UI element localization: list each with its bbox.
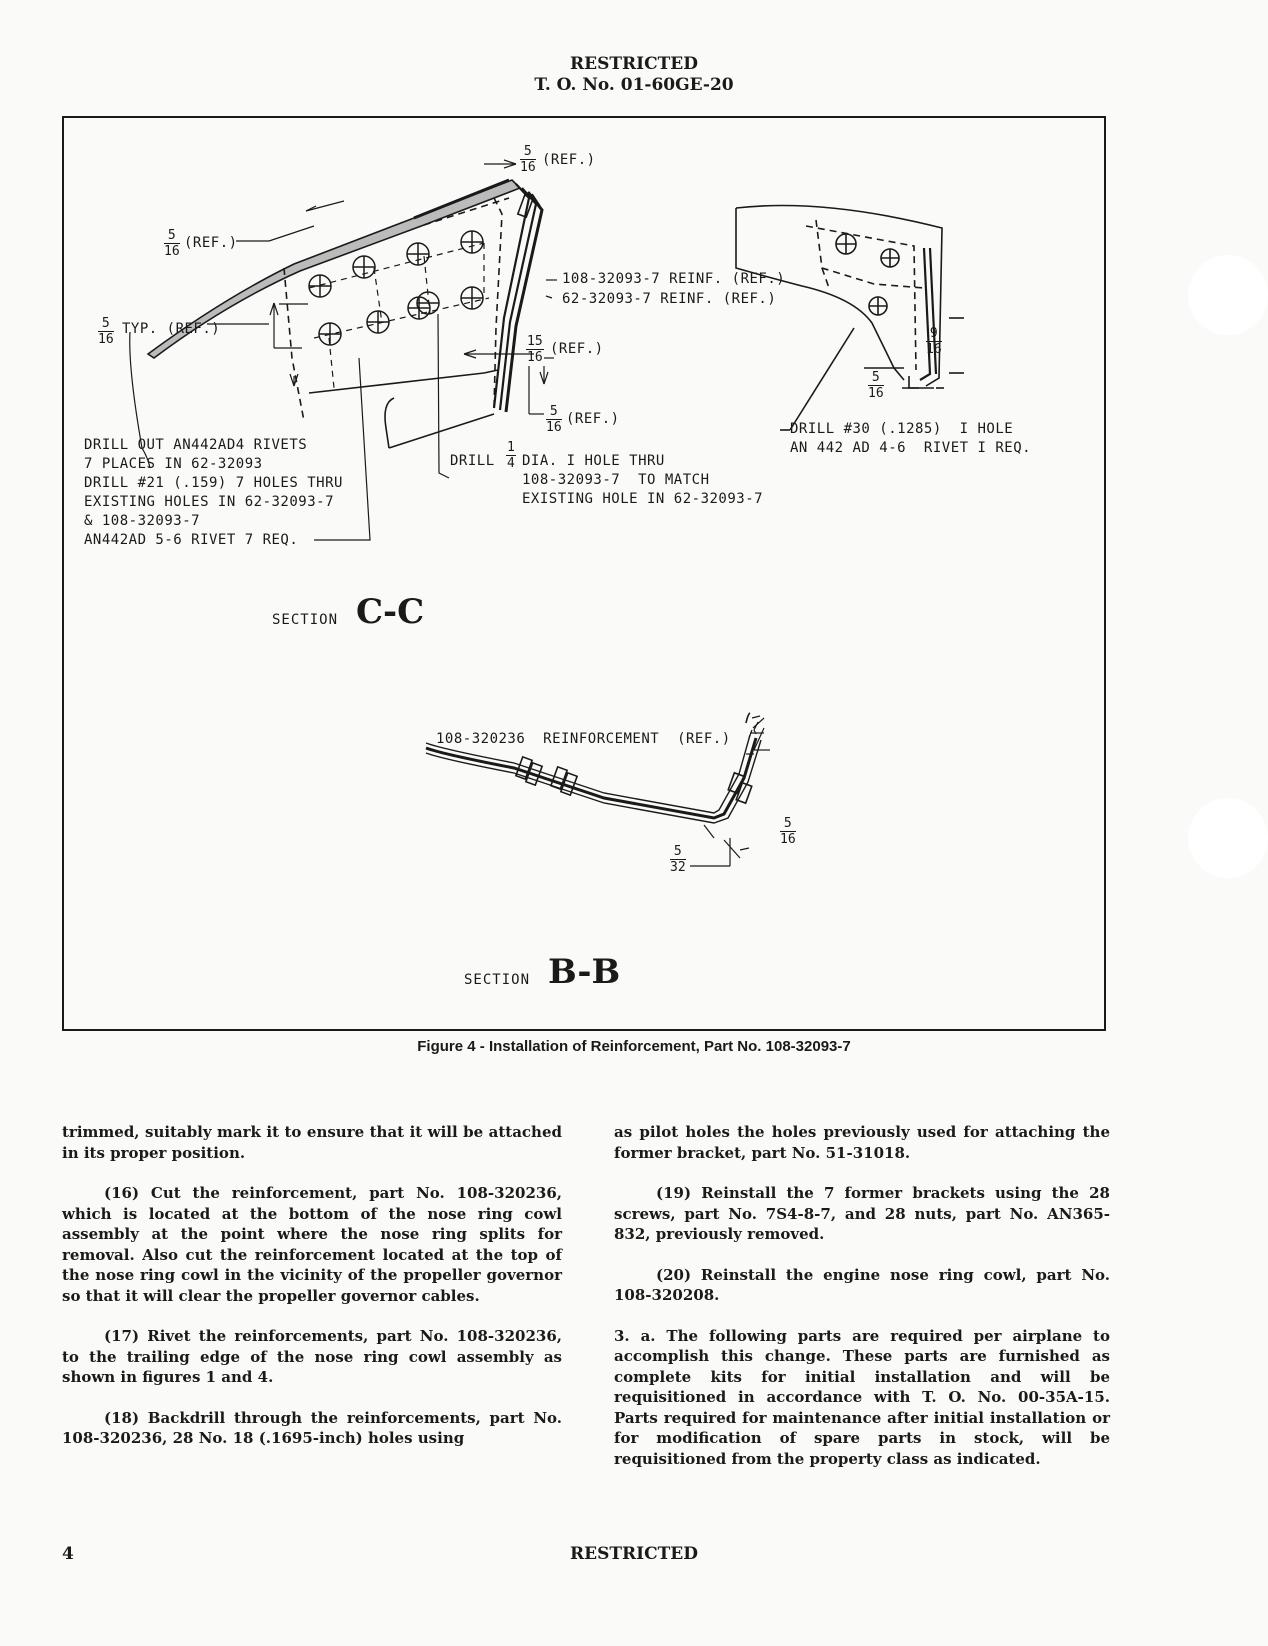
figure-4-frame xyxy=(62,116,1106,1031)
paragraph-continuation: trimmed, suitably mark it to ensure that it will be attached in its proper position. xyxy=(62,1123,562,1162)
figure-4-drawing xyxy=(64,118,1104,1029)
note-drill-30: DRILL #30 (.1285) I HOLE AN 442 AD 4-6 RIVET I REQ. xyxy=(790,421,1032,456)
dim-ref-lower: (REF.) xyxy=(566,411,620,427)
dim-5-16-bb: $\frac{5}{16}$ xyxy=(780,816,796,847)
dim-typ-ref: TYP. (REF.) xyxy=(122,321,221,337)
dim-5-32: $\frac{5}{32}$ xyxy=(670,844,686,875)
page-header xyxy=(0,54,1268,96)
paragraph-16: (16) Cut the reinforcement, part No. 108-320236, which is located at the bottom of the nose ring cowl assembly at the point where the nose ring splits for removal. Also cut the reinforcement located at the top of the nose ring cowl in the vicinity of the propeller governor so that it will clear the propeller governor cables. xyxy=(62,1184,562,1305)
footer-restricted: RESTRICTED xyxy=(570,1544,698,1564)
paragraph-17: (17) Rivet the reinforcements, part No. 108-320236, to the trailing edge of the nose ring cowl assembly as shown in figures 1 and 4. xyxy=(62,1327,562,1386)
dim-9-16: $\frac{9}{16}$ xyxy=(926,326,942,357)
page-number: 4 xyxy=(62,1544,74,1564)
dim-5-16-top: $\frac{5}{16}$ xyxy=(520,144,536,175)
label-reinf-108-32093-7: 108-32093-7 REINF. (REF.) xyxy=(562,271,786,287)
note-drill-quarter-hole: DIA. I HOLE THRU 108-32093-7 TO MATCH EXISTING HOLE IN 62-32093-7 xyxy=(522,453,764,507)
label-reinforcement-108-320236: 108-320236 REINFORCEMENT (REF.) xyxy=(436,731,731,747)
section-bb-word: SECTION xyxy=(464,972,531,988)
label-reinf-62-32093-7: 62-32093-7 REINF. (REF.) xyxy=(562,291,777,307)
header-restricted: RESTRICTED xyxy=(570,54,698,74)
dim-5-16-detail: $\frac{5}{16}$ xyxy=(868,370,884,401)
paragraph-18: (18) Backdrill through the reinforcements, part No. 108-320236, 28 No. 18 (.1695-inch) holes using xyxy=(62,1408,562,1447)
dim-15-16: $\frac{15}{16}$ xyxy=(527,334,543,365)
binder-punch-hole xyxy=(1188,798,1268,878)
header-to-number: T. O. No. 01-60GE-20 xyxy=(534,75,734,95)
section-cc-word: SECTION xyxy=(272,612,339,628)
paragraph-19: (19) Reinstall the 7 former brackets using the 28 screws, part No. 7S4-8-7, and 28 nuts, part No. AN365-832, previously removed. xyxy=(614,1184,1110,1243)
dim-ref-top-right: (REF.) xyxy=(542,152,596,168)
dim-5-16-typ: $\frac{5}{16}$ xyxy=(98,316,114,347)
section-cc-detail-view xyxy=(736,206,964,431)
note-drill-out-rivets: DRILL OUT AN442AD4 RIVETS 7 PLACES IN 62-32093 DRILL #21 (.159) 7 HOLES THRU EXISTING HOLES IN 62-32093-7 & 108-32093-7 AN442AD 5-6 RIVET 7 REQ. xyxy=(84,437,343,548)
section-cc-letter: C-C xyxy=(356,592,425,632)
dim-1-4: $\frac{1}{4}$ xyxy=(507,440,515,471)
section-cc-dashed-rivet-grid xyxy=(309,243,489,388)
dim-5-16-lower: $\frac{5}{16}$ xyxy=(546,404,562,435)
section-bb-letter: B-B xyxy=(548,952,621,992)
figure-caption: Figure 4 - Installation of Reinforcement, Part No. 108-32093-7 xyxy=(417,1038,851,1055)
paragraph-18-continued: as pilot holes the holes previously used for attaching the former bracket, part No. 51-31018. xyxy=(614,1123,1110,1162)
dim-5-16-left-upper: $\frac{5}{16}$ xyxy=(164,228,180,259)
dim-ref-left-upper: (REF.) xyxy=(184,235,238,251)
paragraph-20: (20) Reinstall the engine nose ring cowl, part No. 108-320208. xyxy=(614,1265,1110,1304)
body-column-left xyxy=(62,1122,562,1469)
paragraph-3a: 3. a. The following parts are required per airplane to accomplish this change. These parts are furnished as complete kits for initial installation and will be requisitioned in accordance with T. O. No. 00-35A-15. Parts required for maintenance after initial installation or for modification of spare parts in stock, will be requisitioned from the property class as indicated. xyxy=(614,1326,1110,1468)
body-column-right xyxy=(614,1122,1110,1489)
note-drill-quarter-pre: DRILL xyxy=(450,453,495,469)
binder-punch-hole xyxy=(1188,255,1268,335)
dim-ref-15-16: (REF.) xyxy=(550,341,604,357)
